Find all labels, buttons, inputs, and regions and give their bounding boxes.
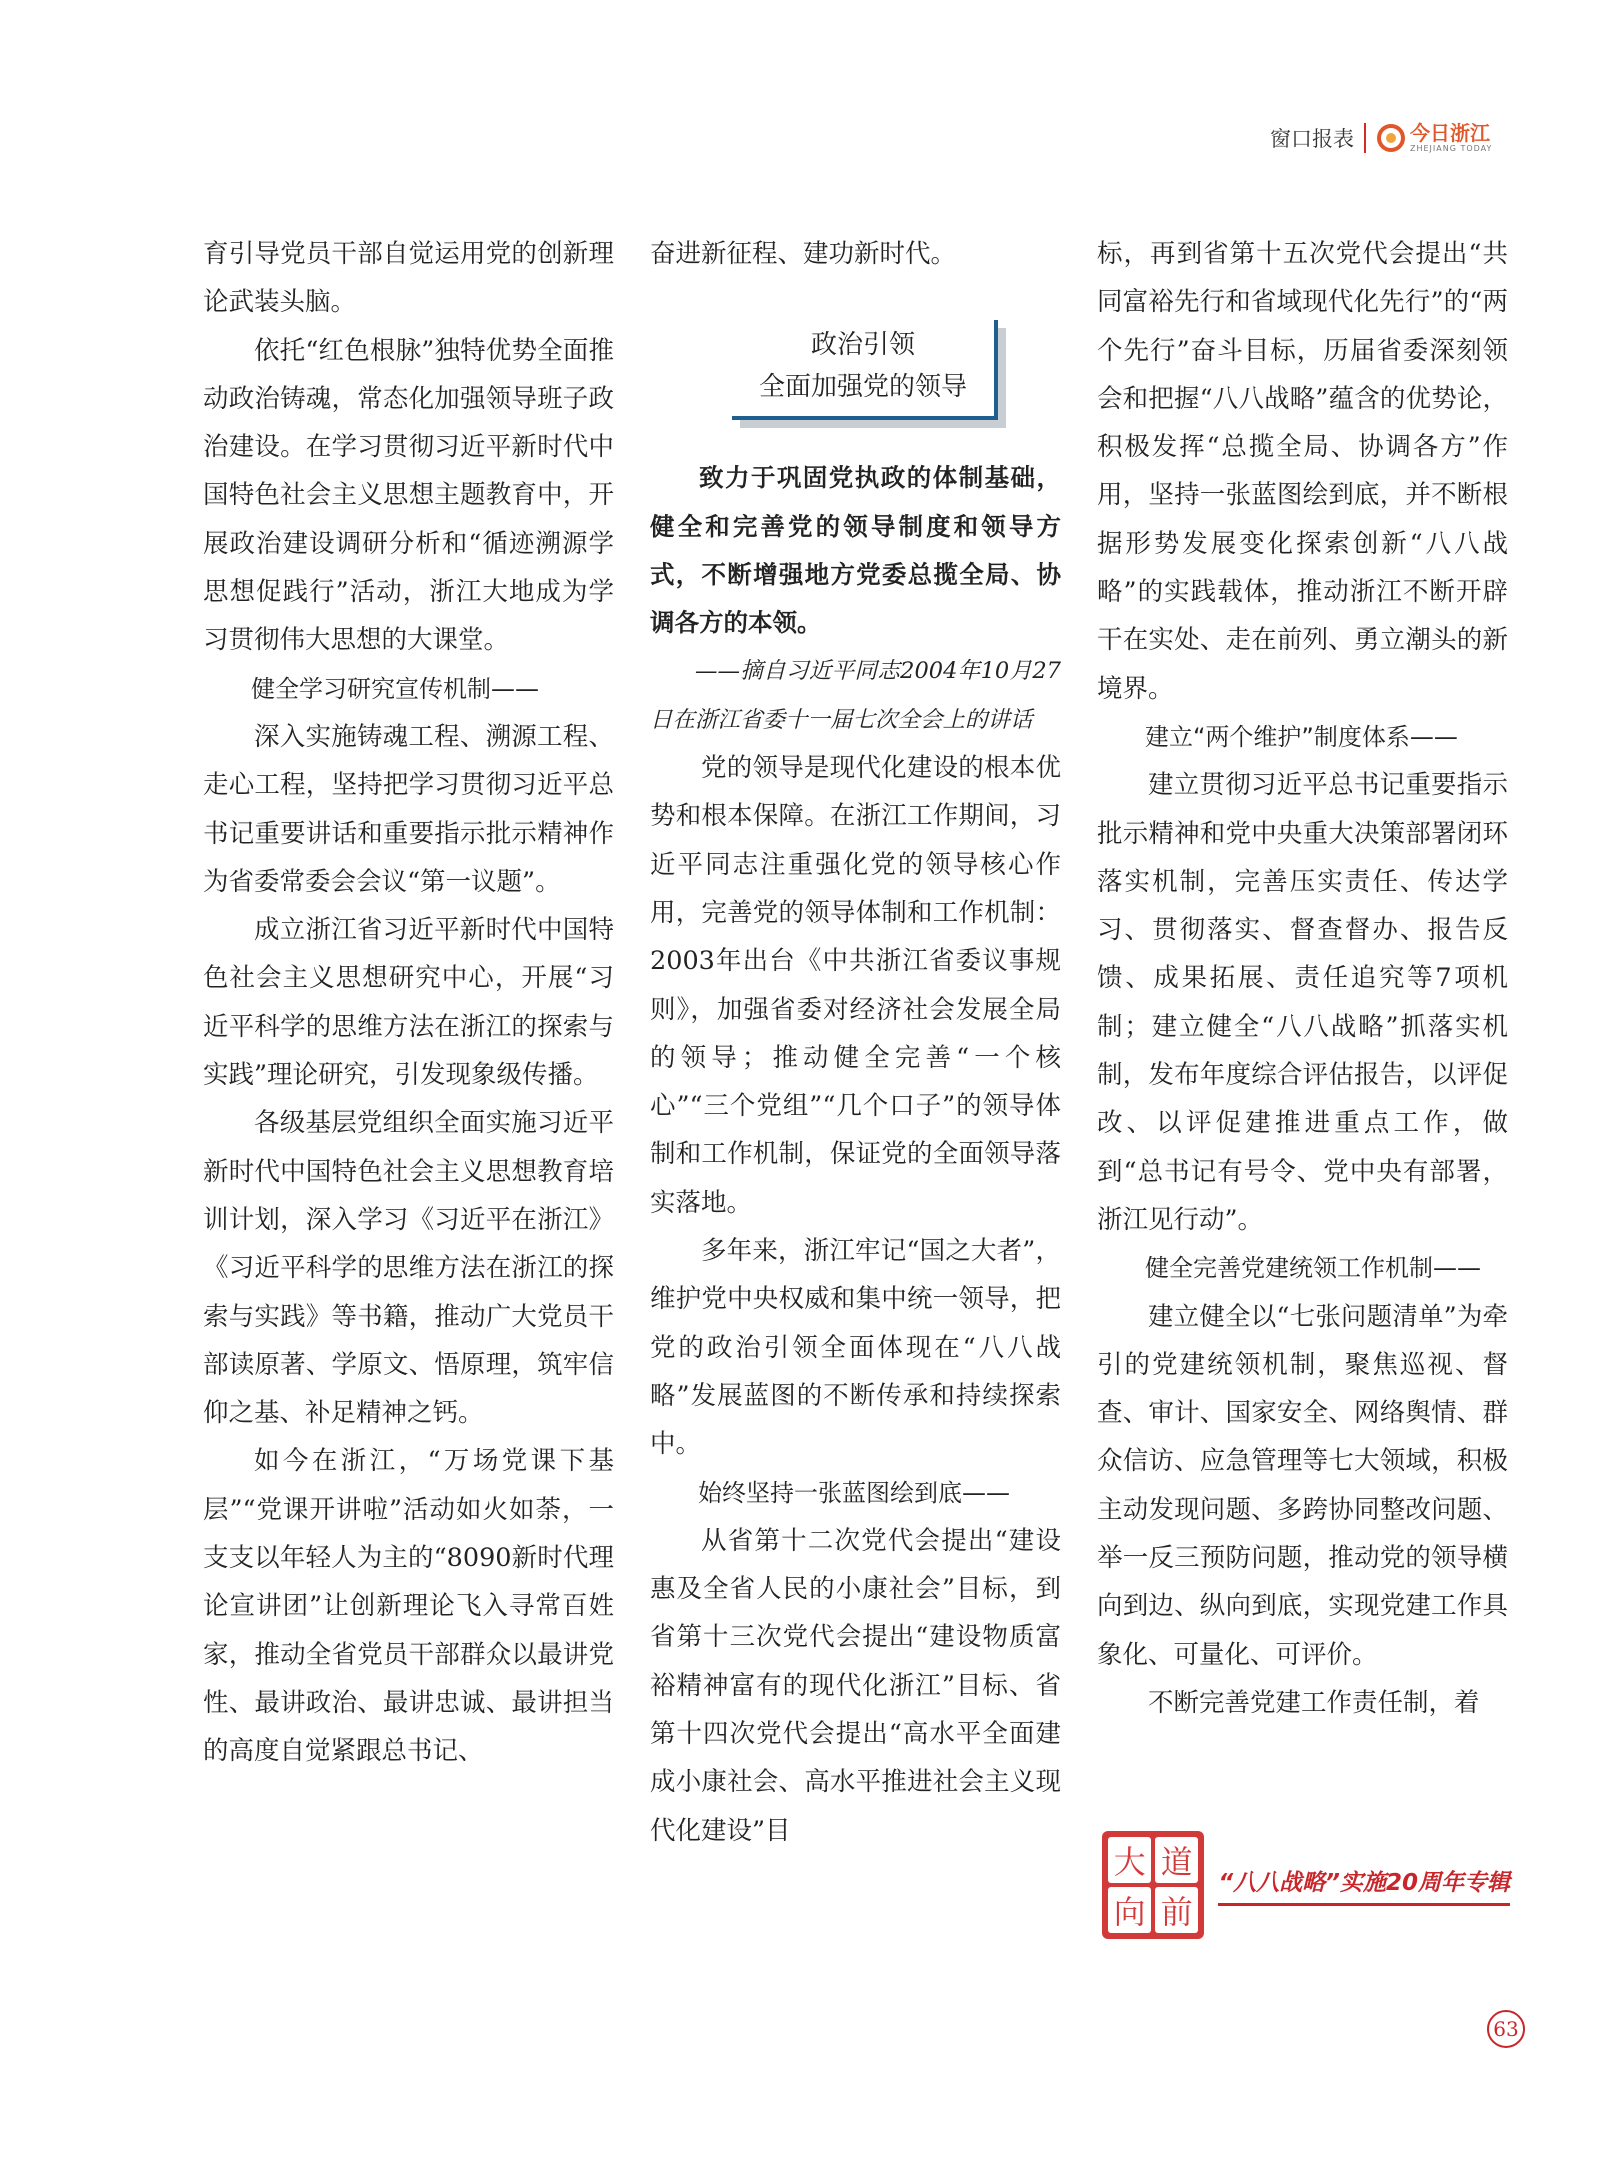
subheading: 建立“两个维护”制度体系—— <box>1145 722 1458 751</box>
subheading: 健全学习研究宣传机制—— <box>251 674 539 703</box>
section-label: 窗口报表 <box>1270 127 1354 151</box>
paragraph: 多年来，浙江牢记“国之大者”，维护党中央权威和集中统一领导，把党的政治引领全面体现在“八八战略”发展蓝图的不断传承和持续探索中。 <box>650 1236 1061 1460</box>
paragraph: 如今在浙江，“万场党课下基层”“党课开讲啦”活动如火如荼，一支支以年轻人为主的“8090新时代理论宣讲团”让创新理论飞入寻常百姓家，推动全省党员干部群众以最讲党性、最讲政治、最讲忠诚、最讲担当的高度自觉紧跟总书记、 <box>203 1446 614 1767</box>
subheading: 始终坚持一张蓝图绘到底—— <box>698 1478 1010 1507</box>
paragraph: 不断完善党建工作责任制，着 <box>1148 1687 1480 1718</box>
section-title-box <box>732 320 998 420</box>
quote-text: 致力于巩固党执政的体制基础，健全和完善党的领导制度和领导方式，不断增强地方党委总揽全局、协调各方的本领。 <box>650 463 1061 638</box>
quote-source: ——摘自习近平同志2004年10月27日在浙江省委十一届七次全会上的讲话 <box>650 658 1061 733</box>
column-1 <box>203 230 614 1776</box>
paragraph: 建立健全以“七张问题清单”为牵引的党建统领机制，聚焦巡视、督查、审计、国家安全、网络舆情、群众信访、应急管理等七大领域，积极主动发现问题、多跨协同整改问题、举一反三预防问题，推动党的领导横向到边、纵向到底，实现党建工作具象化、可量化、可评价。 <box>1097 1301 1508 1670</box>
special-issue-label: “八八战略”实施20周年专辑 <box>1218 1864 1510 1906</box>
seal-stamp-icon <box>1102 1831 1204 1939</box>
column-3 <box>1097 230 1508 1727</box>
section-title-block <box>650 284 1061 454</box>
paragraph: 建立贯彻习近平总书记重要指示批示精神和党中央重大决策部署闭环落实机制，完善压实责任、传达学习、贯彻落实、督查督办、报告反馈、成果拓展、责任追究等7项机制；建立健全“八八战略”抓落实机制，发布年度综合评估报告，以评促改、以评促建推进重点工作，做到“总书记有号令、党中央有部署，浙江见行动”。 <box>1097 770 1508 1235</box>
paragraph: 育引导党员干部自觉运用党的创新理论武装头脑。 <box>203 239 614 318</box>
seal-char: 大 <box>1108 1837 1151 1883</box>
paragraph: 依托“红色根脉”独特优势全面推动政治铸魂，常态化加强领导班子政治建设。在学习贯彻习近平新时代中国特色社会主义思想主题教育中，开展政治建设调研分析和“循迹溯源学思想促践行”活动，浙江大地成为学习贯彻伟大思想的大课堂。 <box>203 335 614 656</box>
paragraph: 各级基层党组织全面实施习近平新时代中国特色社会主义思想教育培训计划，深入学习《习近平在浙江》《习近平科学的思维方法在浙江的探索与实践》等书籍，推动广大党员干部读原著、学原文、悟原理，筑牢信仰之基、补足精神之钙。 <box>203 1108 614 1429</box>
paragraph: 深入实施铸魂工程、溯源工程、走心工程，坚持把学习贯彻习近平总书记重要讲话和重要指示批示精神作为省委常委会会议“第一议题”。 <box>203 721 614 897</box>
paragraph: 党的领导是现代化建设的根本优势和根本保障。在浙江工作期间，习近平同志注重强化党的领导核心作用，完善党的领导体制和工作机制：2003年出台《中共浙江省委议事规则》，加强省委对经济社会发展全局的领导；推动健全完善“一个核心”“三个党组”“几个口子”的领导体制和工作机制，保证党的全面领导落实落地。 <box>650 753 1061 1218</box>
page-header <box>1270 116 1540 160</box>
seal-char: 道 <box>1155 1837 1198 1883</box>
section-title-line1: 政治引领 <box>810 330 915 361</box>
logo-swirl-icon <box>1376 123 1406 153</box>
magazine-logo <box>1376 123 1492 153</box>
seal-char: 向 <box>1108 1887 1151 1933</box>
column-2 <box>650 230 1061 1855</box>
header-divider <box>1364 123 1366 153</box>
paragraph: 成立浙江省习近平新时代中国特色社会主义思想研究中心，开展“习近平科学的思维方法在浙江的探索与实践”理论研究，引发现象级传播。 <box>203 915 614 1091</box>
paragraph: 奋进新征程、建功新时代。 <box>650 239 957 269</box>
special-issue-badge <box>1102 1830 1510 1940</box>
seal-char: 前 <box>1155 1887 1198 1933</box>
subheading: 健全完善党建统领工作机制—— <box>1145 1254 1481 1283</box>
paragraph: 标，再到省第十五次党代会提出“共同富裕先行和省域现代化先行”的“两个先行”奋斗目标，历届省委深刻领会和把握“八八战略”蕴含的优势论，积极发挥“总揽全局、协调各方”作用，坚持一张蓝图绘到底，并不断根据形势发展变化探索创新“八八战略”的实践载体，推动浙江不断开辟干在实处、走在前列、勇立潮头的新境界。 <box>1097 239 1508 704</box>
section-title-line2: 全面加强党的领导 <box>758 372 967 403</box>
paragraph: 从省第十二次党代会提出“建设惠及全省人民的小康社会”目标，到省第十三次党代会提出“建设物质富裕精神富有的现代化浙江”目标、省第十四次党代会提出“高水平全面建成小康社会、高水平推进社会主义现代化建设”目 <box>650 1525 1061 1846</box>
page-number: 63 <box>1487 2010 1525 2048</box>
logo-title: 今日浙江 <box>1410 121 1490 145</box>
logo-subtitle: ZHEJIANG TODAY <box>1410 144 1493 153</box>
